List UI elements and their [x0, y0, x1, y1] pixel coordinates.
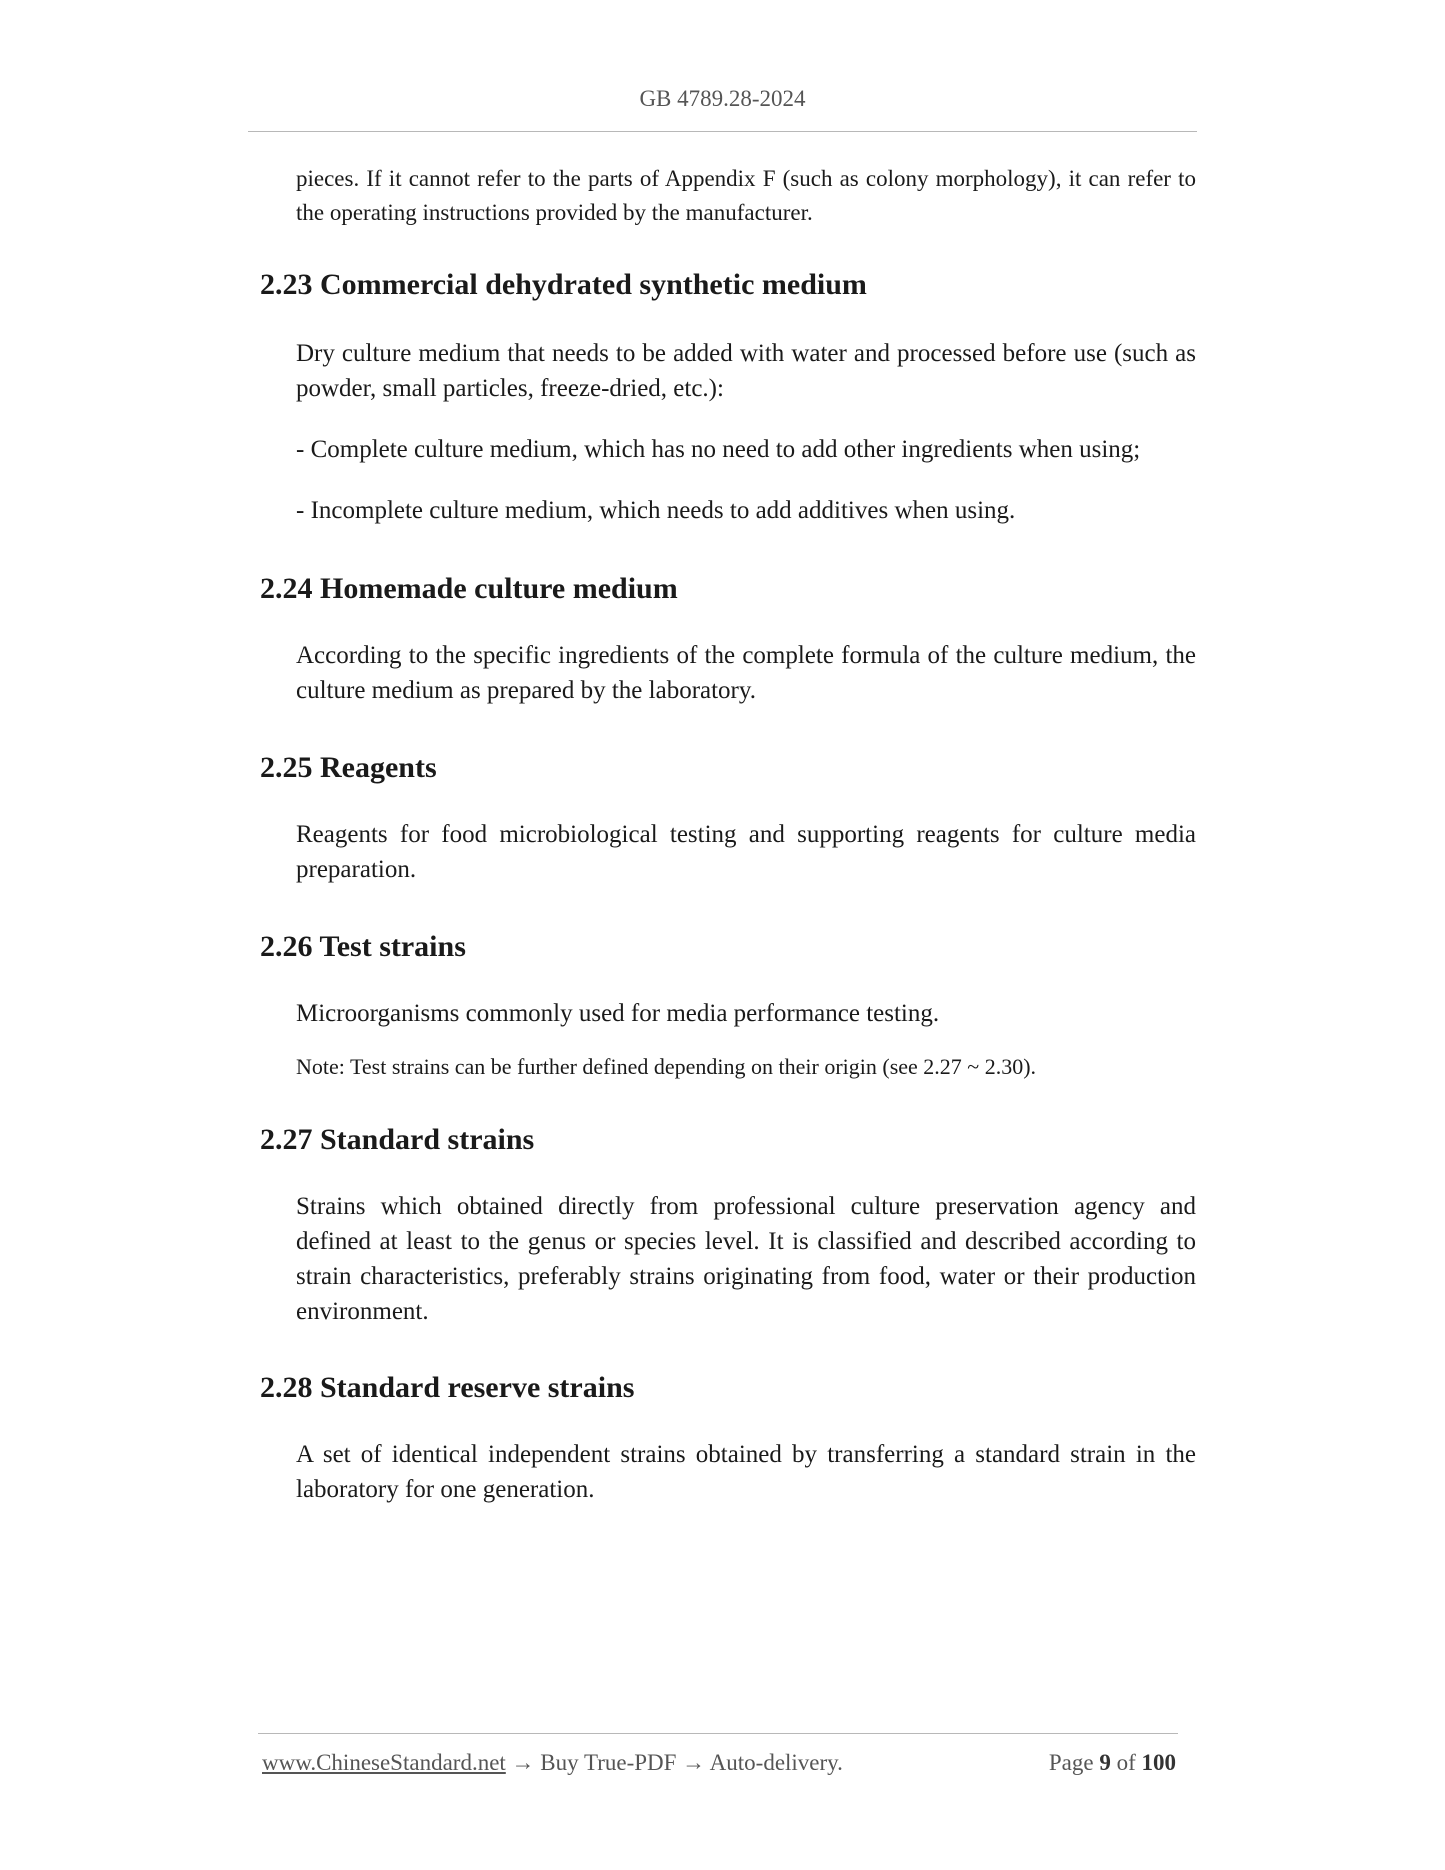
page-number: 9: [1099, 1750, 1111, 1775]
section-2-24-heading: 2.24 Homemade culture medium: [260, 572, 678, 605]
section-2-28-heading: 2.28 Standard reserve strains: [260, 1371, 635, 1404]
section-2-26-note: Note: Test strains can be further defined depending on their origin (see 2.27 ~ 2.30).: [296, 1054, 1037, 1079]
footer-promo: [262, 1750, 843, 1776]
document-id-header: GB 4789.28-2024: [639, 86, 806, 111]
page-footer: [262, 1750, 1176, 1776]
intro-paragraph: pieces. If it cannot refer to the parts of Appendix F (such as colony morphology), it can refer to the operating instructions provided by the manufacturer.: [296, 166, 1196, 225]
page-word: Page: [1048, 1750, 1094, 1775]
section-2-23-list-item: - Incomplete culture medium, which needs to add additives when using.: [296, 497, 1016, 524]
section-2-23-list-item: - Complete culture medium, which has no need to add other ingredients when using;: [296, 436, 1141, 463]
header-divider: [248, 131, 1197, 132]
section-2-25-heading: 2.25 Reagents: [260, 751, 437, 784]
section-2-25-paragraph: Reagents for food microbiological testing and supporting reagents for culture media preparation.: [296, 821, 1196, 883]
page-indicator: [1049, 1750, 1176, 1776]
footer-promo-text: → Buy True-PDF → Auto-delivery.: [505, 1750, 843, 1775]
page-total: 100: [1141, 1750, 1176, 1775]
section-2-24-paragraph: According to the specific ingredients of the complete formula of the culture medium, the culture medium as prepared by the laboratory.: [296, 642, 1196, 704]
section-2-28-paragraph: A set of identical independent strains obtained by transferring a standard strain in the laboratory for one generation.: [296, 1441, 1196, 1503]
section-2-26-heading: 2.26 Test strains: [260, 930, 466, 963]
footer-divider: [258, 1733, 1178, 1734]
section-2-27-heading: 2.27 Standard strains: [260, 1123, 535, 1156]
of-word: of: [1116, 1750, 1136, 1775]
section-2-23-paragraph: Dry culture medium that needs to be added with water and processed before use (such as powder, small particles, freeze-dried, etc.):: [296, 340, 1196, 402]
section-2-23-heading: 2.23 Commercial dehydrated synthetic medium: [260, 268, 867, 301]
section-2-27-paragraph: Strains which obtained directly from professional culture preservation agency and defined at least to the genus or species level. It is classified and described according to strain characteristics, preferably strains originating from food, water or their production environment.: [296, 1193, 1196, 1325]
website-link[interactable]: www.ChineseStandard.net: [262, 1750, 506, 1775]
section-2-26-paragraph: Microorganisms commonly used for media performance testing.: [296, 1000, 940, 1027]
document-body: [260, 162, 1196, 1507]
